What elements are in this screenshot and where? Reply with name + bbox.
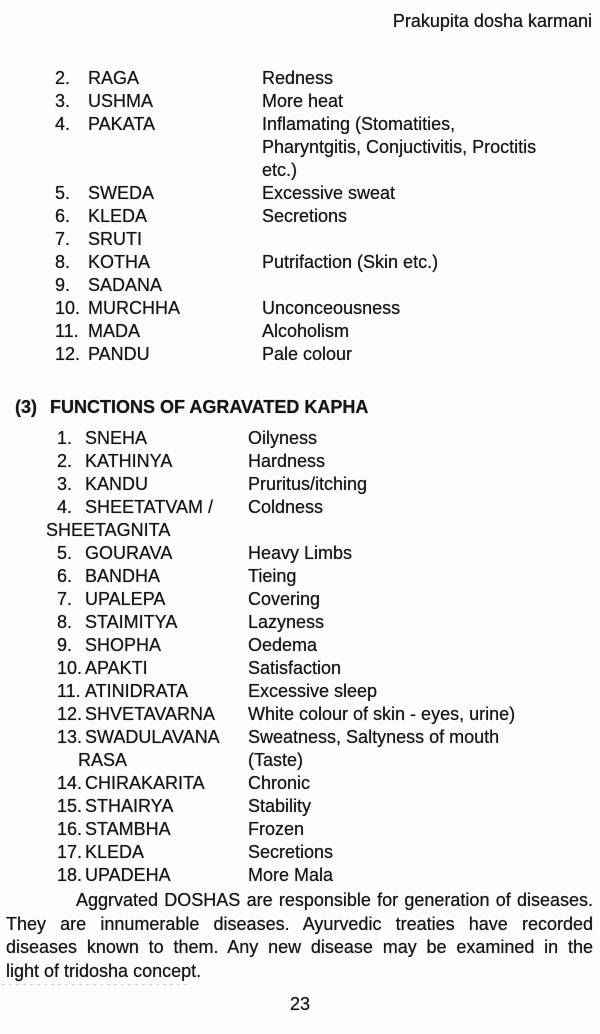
term-text: STAMBHA bbox=[85, 819, 171, 839]
list-item bbox=[57, 565, 600, 588]
list-item-continuation bbox=[78, 749, 600, 772]
list-item bbox=[57, 473, 600, 496]
list-item bbox=[55, 343, 600, 366]
definition-text: Pale colour bbox=[262, 344, 353, 364]
list-item bbox=[55, 320, 600, 343]
term-text: PAKATA bbox=[88, 114, 156, 134]
list-item bbox=[55, 228, 600, 251]
definition-text: (Taste) bbox=[248, 750, 304, 770]
definition-text: Unconceousness bbox=[262, 298, 401, 318]
list-item bbox=[57, 818, 600, 841]
item-number: 18. bbox=[57, 865, 83, 885]
paragraph-line: diseases known to them. Any new disease may be examined in the bbox=[6, 937, 593, 957]
item-number: 11. bbox=[57, 681, 81, 701]
definition-text: Sweatness, Saltyness of mouth bbox=[248, 727, 500, 747]
glossary-list-kapha bbox=[0, 427, 600, 887]
definition-text: Pruritus/itching bbox=[248, 474, 368, 494]
definition-text: Secretions bbox=[248, 842, 334, 862]
list-item-continuation bbox=[55, 136, 600, 159]
term-text: RASA bbox=[78, 750, 128, 770]
definition-text: Covering bbox=[248, 589, 321, 609]
definition-text: Lazyness bbox=[248, 612, 325, 632]
term-text: PANDU bbox=[88, 344, 150, 364]
item-number: 7. bbox=[57, 589, 73, 609]
list-item bbox=[57, 634, 600, 657]
list-item bbox=[57, 864, 600, 887]
definition-text: White colour of skin - eyes, urine) bbox=[248, 704, 516, 724]
paragraph-line: They are innumerable diseases. Ayurvedic treaties have recorded bbox=[6, 913, 593, 934]
term-text: USHMA bbox=[88, 91, 154, 111]
list-item bbox=[55, 251, 600, 274]
term-text: SHOPHA bbox=[85, 635, 162, 655]
item-number-spacer bbox=[55, 136, 88, 159]
term-text: MURCHHA bbox=[88, 298, 180, 318]
term-text: APAKTI bbox=[85, 658, 148, 678]
list-item bbox=[55, 182, 600, 205]
term-text: SRUTI bbox=[88, 229, 142, 249]
term-text: STHAIRYA bbox=[85, 796, 174, 816]
definition-text: Pharyntgitis, Conjuctivitis, Proctitis bbox=[262, 137, 537, 157]
term-text: RAGA bbox=[88, 68, 140, 88]
term-text: BANDHA bbox=[85, 566, 161, 586]
list-item bbox=[55, 205, 600, 228]
list-item bbox=[55, 67, 600, 90]
paragraph-line: Aggrvated DOSHAS are responsible for generation of diseases. bbox=[76, 890, 593, 910]
list-item bbox=[57, 427, 600, 450]
definition-text: Excessive sleep bbox=[248, 681, 378, 701]
list-item bbox=[55, 90, 600, 113]
term-text: SADANA bbox=[88, 275, 163, 295]
list-item-continuation bbox=[46, 519, 600, 542]
list-item bbox=[57, 450, 600, 473]
list-item bbox=[55, 297, 600, 320]
list-item bbox=[57, 542, 600, 565]
definition-text bbox=[262, 228, 582, 251]
item-number: 12. bbox=[55, 344, 81, 364]
term-text: KATHINYA bbox=[85, 451, 173, 471]
list-item bbox=[57, 588, 600, 611]
list-item bbox=[55, 113, 600, 136]
definition-text: Alcoholism bbox=[262, 321, 350, 341]
paragraph-line: light of tridosha concept. bbox=[6, 960, 202, 981]
page-number: 23 bbox=[289, 994, 311, 1014]
item-number: 13. bbox=[57, 727, 83, 747]
list-item bbox=[57, 657, 600, 680]
list-item-continuation bbox=[55, 159, 600, 182]
term-text: SHVETAVARNA bbox=[85, 704, 216, 724]
section-heading bbox=[0, 396, 600, 419]
term-text: SNEHA bbox=[85, 428, 148, 448]
list-item bbox=[57, 496, 600, 519]
definition-text: Hardness bbox=[248, 451, 326, 471]
list-item bbox=[57, 680, 600, 703]
item-number: 4. bbox=[57, 497, 73, 517]
list-item bbox=[57, 795, 600, 818]
scan-noise-line bbox=[2, 984, 188, 985]
item-number: 2. bbox=[57, 451, 73, 471]
item-number: 8. bbox=[55, 252, 71, 272]
definition-text: Tieing bbox=[248, 566, 297, 586]
term-spacer bbox=[88, 159, 262, 182]
item-number: 11. bbox=[55, 321, 79, 341]
definition-text: More heat bbox=[262, 91, 344, 111]
term-text: KLEDA bbox=[88, 206, 148, 226]
item-number: 2. bbox=[55, 68, 71, 88]
item-number: 14. bbox=[57, 773, 83, 793]
definition-text: Heavy Limbs bbox=[248, 543, 353, 563]
section-marker: (3) bbox=[15, 397, 37, 417]
term-text: SWEDA bbox=[88, 183, 155, 203]
definition-text: Chronic bbox=[248, 773, 311, 793]
definition-text: Satisfaction bbox=[248, 658, 342, 678]
item-number: 8. bbox=[57, 612, 73, 632]
item-number: 1. bbox=[57, 428, 73, 448]
definition-text: Inflamating (Stomatities, bbox=[262, 114, 456, 134]
item-number-spacer bbox=[55, 159, 88, 182]
glossary-list-pitta bbox=[0, 67, 600, 366]
definition-text: Oedema bbox=[248, 635, 318, 655]
item-number: 12. bbox=[57, 704, 83, 724]
item-number: 9. bbox=[55, 275, 71, 295]
item-number: 15. bbox=[57, 796, 83, 816]
term-text: ATINIDRATA bbox=[85, 681, 188, 701]
item-number: 3. bbox=[55, 91, 71, 111]
term-text: SHEETATVAM / bbox=[85, 497, 214, 517]
term-text: SWADULAVANA bbox=[85, 727, 220, 747]
section-title: FUNCTIONS OF AGRAVATED KAPHA bbox=[50, 397, 369, 417]
definition-text: Secretions bbox=[262, 206, 348, 226]
item-number: 9. bbox=[57, 635, 73, 655]
definition-text: More Mala bbox=[248, 865, 334, 885]
term-text: KANDU bbox=[85, 474, 149, 494]
item-number: 10. bbox=[55, 298, 81, 318]
list-item bbox=[57, 611, 600, 634]
definition-text: Redness bbox=[262, 68, 334, 88]
definition-text bbox=[262, 274, 582, 297]
term-text: SHEETAGNITA bbox=[46, 520, 171, 540]
term-spacer bbox=[88, 136, 262, 159]
closing-paragraph bbox=[6, 889, 593, 983]
item-number: 3. bbox=[57, 474, 73, 494]
term-text: UPADEHA bbox=[85, 865, 171, 885]
item-number: 10. bbox=[57, 658, 83, 678]
list-item bbox=[57, 703, 600, 726]
list-item bbox=[57, 841, 600, 864]
item-number: 6. bbox=[55, 206, 71, 226]
definition-text: Excessive sweat bbox=[262, 183, 396, 203]
list-item bbox=[57, 772, 600, 795]
list-item bbox=[57, 726, 600, 749]
item-number: 7. bbox=[55, 229, 71, 249]
definition-text: Putrifaction (Skin etc.) bbox=[262, 252, 439, 272]
item-number: 6. bbox=[57, 566, 73, 586]
item-number: 4. bbox=[55, 114, 71, 134]
page-header: Prakupita dosha karmani bbox=[392, 11, 592, 31]
item-number: 5. bbox=[55, 183, 71, 203]
term-text: MADA bbox=[88, 321, 141, 341]
term-text: CHIRAKARITA bbox=[85, 773, 205, 793]
definition-text: Oilyness bbox=[248, 428, 318, 448]
term-text: STAIMITYA bbox=[85, 612, 178, 632]
definition-text: Coldness bbox=[248, 497, 324, 517]
item-number: 16. bbox=[57, 819, 83, 839]
term-text: KOTHA bbox=[88, 252, 151, 272]
term-text: GOURAVA bbox=[85, 543, 173, 563]
term-text: KLEDA bbox=[85, 842, 145, 862]
list-item bbox=[55, 274, 600, 297]
term-text: UPALEPA bbox=[85, 589, 166, 609]
definition-text: Frozen bbox=[248, 819, 305, 839]
definition-text: Stability bbox=[248, 796, 312, 816]
definition-text: etc.) bbox=[262, 160, 298, 180]
item-number: 5. bbox=[57, 543, 73, 563]
item-number: 17. bbox=[57, 842, 83, 862]
